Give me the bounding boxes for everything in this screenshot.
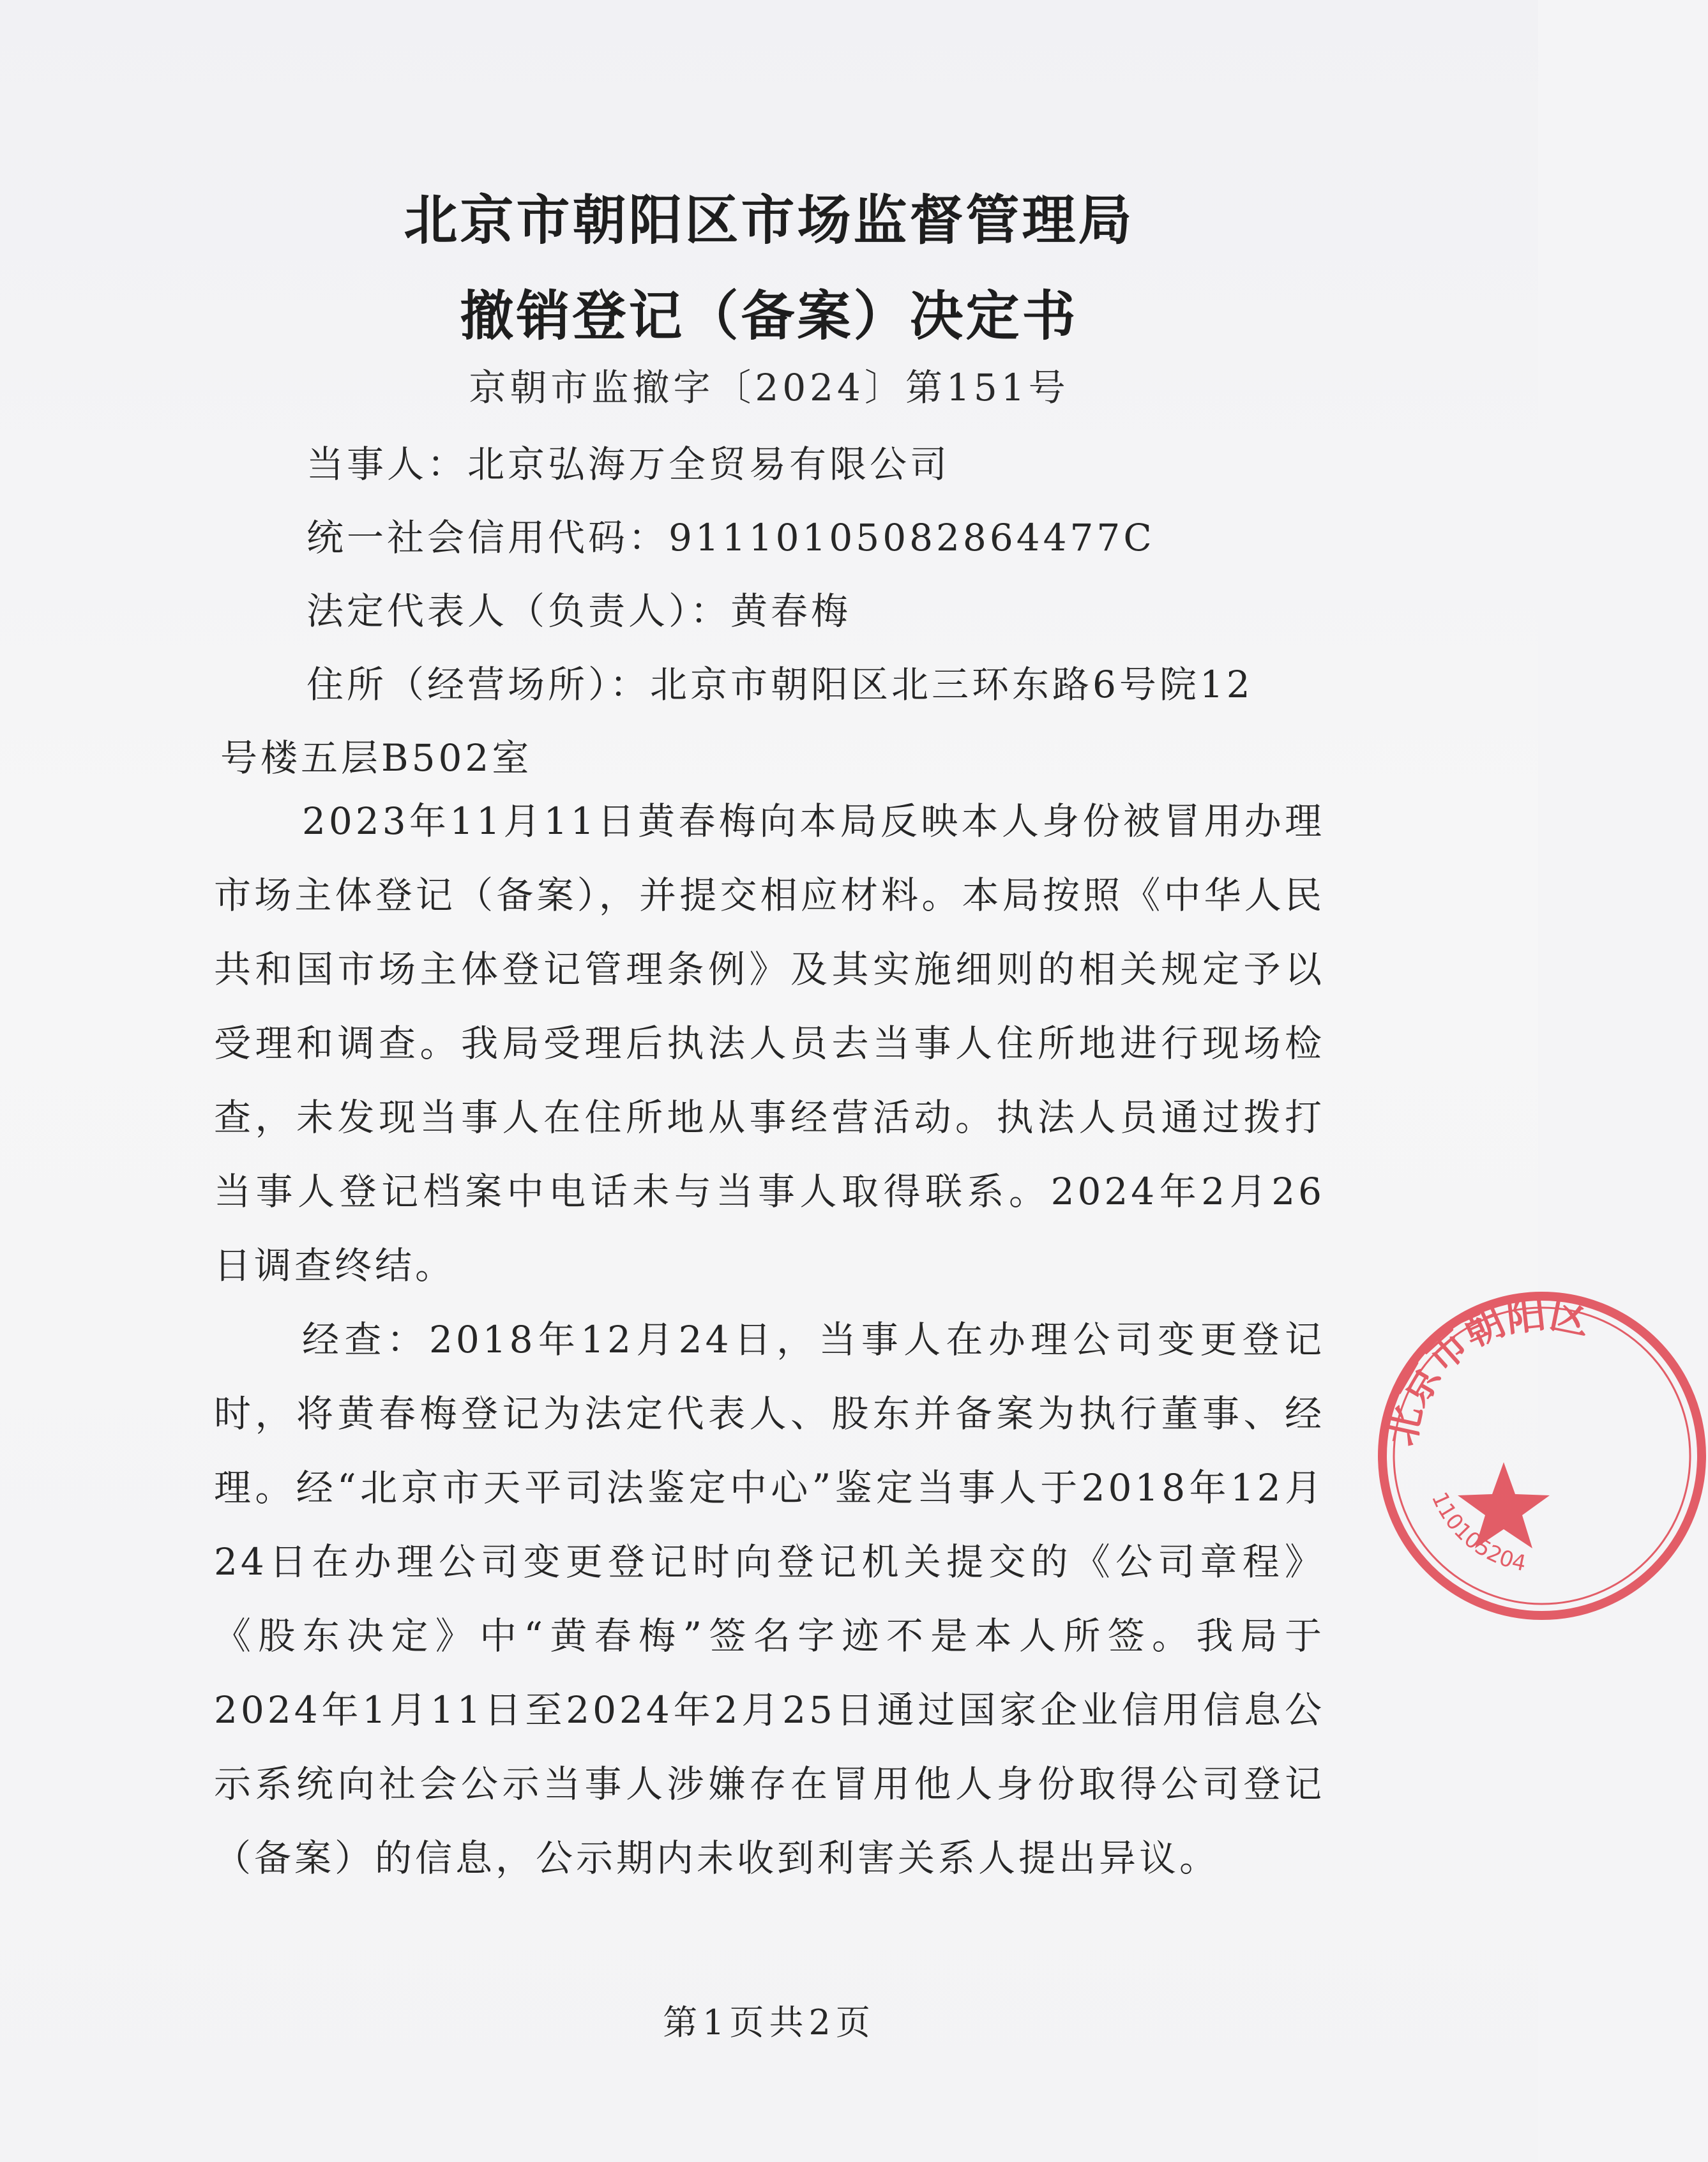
body-paragraph-findings: 经查：2018年12月24日，当事人在办理公司变更登记时，将黄春梅登记为法定代表人、股东并备案为执行董事、经理。经“北京市天平司法鉴定中心”鉴定当事人于2018年12月24日在办理公司变更登记时向登记机关提交的《公司章程》《股东决定》中“黄春梅”签名字迹不是本人所签。我局于2024年1月11日至2024年2月25日通过国家企业信用信息公示系统向社会公示当事人涉嫌存在冒用他人身份取得公司登记（备案）的信息，公示期内未收到利害关系人提出异议。 — [214, 1318, 1325, 1880]
page-number: 第1页共2页 — [663, 2002, 875, 2043]
seal-code: 110105204 — [1426, 1488, 1529, 1577]
document-number: 京朝市监撤字〔2024〕第151号 — [469, 366, 1069, 409]
address-line-1: 住所（经营场所）：北京市朝阳区北三环东路6号院12 — [306, 663, 1253, 706]
address-line-2: 号楼五层B502室 — [220, 736, 533, 780]
document-authority-title: 北京市朝阳区市场监督管理局 — [404, 189, 1135, 252]
legal-representative: 法定代表人（负责人）：黄春梅 — [306, 589, 852, 633]
body-paragraph-complaint: 2023年11月11日黄春梅向本局反映本人身份被冒用办理市场主体登记（备案），并提交相应材料。本局按照《中华人民共和国市场主体登记管理条例》及其实施细则的相关规定予以受理和调查。我局受理后执法人员去当事人住所地进行现场检查，未发现当事人在住所地从事经营活动。执法人员通过拨打当事人登记档案中电话未与当事人取得联系。2024年2月26日调查终结。 — [214, 799, 1325, 1287]
party-name: 当事人：北京弘海万全贸易有限公司 — [306, 442, 951, 486]
credit-code: 统一社会信用代码：91110105082864477C — [306, 516, 1155, 559]
document-type-title: 撤销登记（备案）决定书 — [460, 285, 1078, 347]
seal-text: 北京市朝阳区 — [1377, 1290, 1594, 1450]
official-seal-stamp — [1376, 1290, 1708, 1622]
